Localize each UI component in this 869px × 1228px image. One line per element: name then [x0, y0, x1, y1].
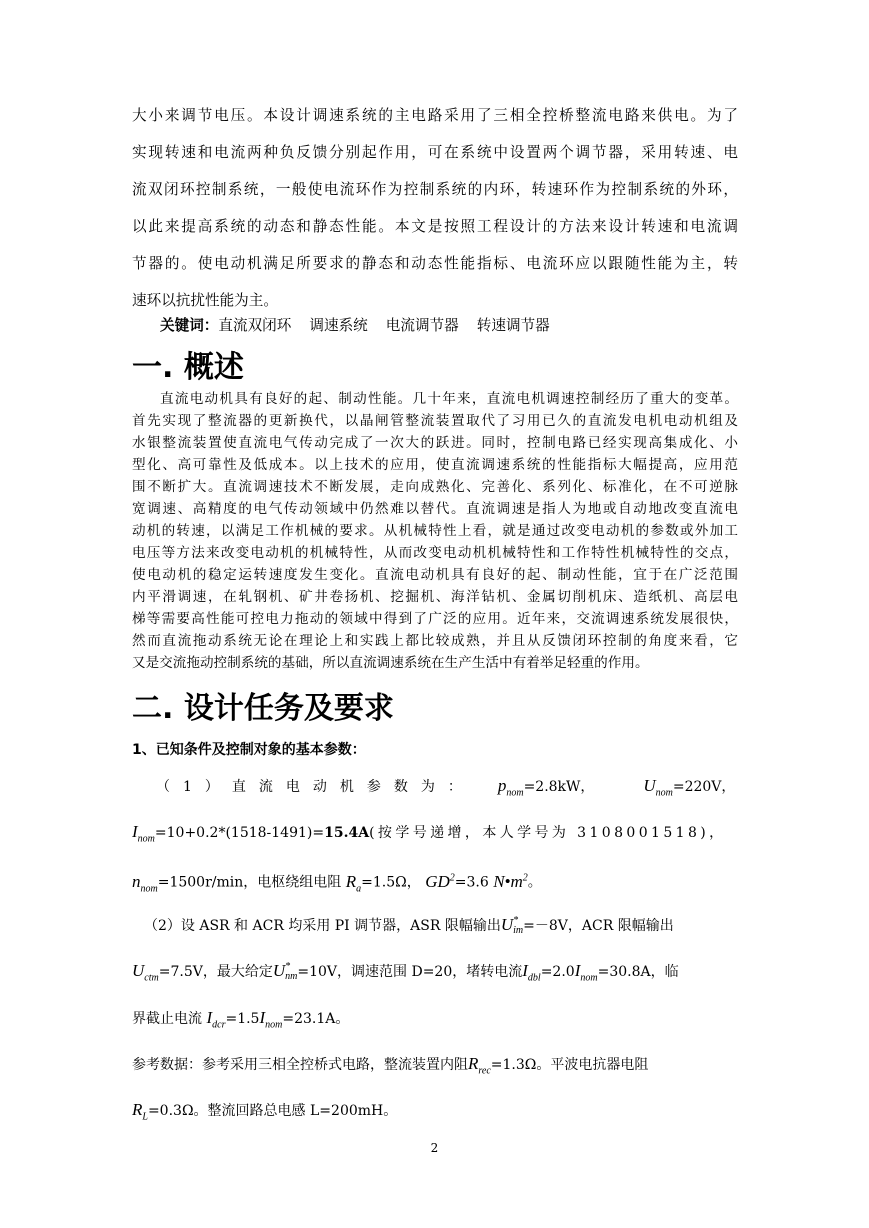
- overview-line: 然而直流拖动系统无论在理论上和实践上都比较成熟，并且从反馈闭环控制的角度来看，它: [132, 633, 738, 649]
- overview-line: 直流电动机具有良好的起、制动性能。几十年来，直流电机调速控制经历了重大的变革。: [160, 391, 738, 407]
- abstract-line: 实现转速和电流两种负反馈分别起作用，可在系统中设置两个调节器，采用转速、电: [132, 144, 738, 161]
- symbol-u-nom: $U_{nom}$: [643, 776, 673, 799]
- subheading-known-conditions: 1、已知条件及控制对象的基本参数：: [132, 742, 366, 758]
- keywords-line: [160, 314, 550, 335]
- unit-nm2: $N•m^2$: [493, 871, 528, 891]
- symbol-r-l: $R_L$: [132, 1100, 148, 1123]
- abstract-line: 大小来调节电压。本设计调速系统的主电路采用了三相全控桥整流电路来供电。为了: [132, 107, 738, 124]
- sentence-end: 。: [527, 874, 542, 891]
- overview-line: 宽调速、高精度的电气传动领域中仍然难以替代。直流调速是指人为地或自动地改变直流电: [132, 501, 738, 517]
- symbol-u-nm: U * nm: [272, 961, 298, 983]
- symbol-n-nom: $n_{nom}$: [132, 871, 158, 895]
- value-r-a: =1.5Ω，: [361, 874, 421, 891]
- overview-line: 水银整流装置使直流电气传动完成了一次大的跃进。同时，控制电路已经实现高集成化、小: [132, 435, 738, 451]
- abstract-line: 流双闭环控制系统，一般使电流环作为控制系统的内环，转速环作为控制系统的外环，: [132, 181, 738, 198]
- cutoff-current-text: 界截止电流: [132, 1011, 202, 1027]
- reference-line-1: [132, 1052, 738, 1076]
- symbol-i-dbl: $I_{dbl}$: [522, 961, 541, 984]
- cutoff-current-value: =23.1A。: [282, 1011, 350, 1027]
- overview-paragraph: [132, 388, 738, 674]
- symbol-i-nom-3: $I_{nom}$: [259, 1008, 283, 1031]
- symbol-i-dcr: $I_{dcr}$: [206, 1008, 226, 1031]
- value-u-nom: =220V，: [672, 779, 736, 795]
- keyword-term: 直流双闭环: [218, 317, 292, 334]
- student-id-note: (按学号递增，本人学号为 3108001518)，: [369, 825, 727, 841]
- reference-line-2: [132, 1098, 738, 1122]
- symbol-r-a: $R_a$: [345, 871, 362, 895]
- abstract-line: 以此来提高系统的动态和静态性能。本文是按照工程设计的方法来设计转速和电流调: [132, 218, 738, 235]
- param-line-5: [132, 959, 738, 983]
- param-line-2: [132, 820, 738, 844]
- keyword-term: 电流调节器: [385, 317, 459, 334]
- abstract-line: 节器的。使电动机满足所要求的静态和动态性能指标、电流环应以跟随性能为主，转: [132, 255, 738, 272]
- value-p-nom: =2.8kW，: [523, 779, 595, 795]
- symbol-i-nom-2: $I_{nom}$: [574, 961, 598, 984]
- reactor-resistance-value: =0.3Ω。整流回路总电感 L=200mH。: [147, 1103, 398, 1119]
- symbol-p-nom: $p_{nom}$: [497, 776, 524, 799]
- overview-line: 围不断扩大。直流调速技术不断发展，走向成熟化、完善化、系列化、标准化，在不可逆脉: [132, 479, 738, 495]
- section-heading-requirements: 二. 设计任务及要求: [132, 691, 394, 726]
- overview-line: 型化、高可靠性及低成本。以上技术的应用，使直流调速系统的性能指标大幅提高，应用范: [132, 457, 738, 473]
- overview-line: 又是交流拖动控制系统的基础，所以直流调速系统在生产生活中有着举足轻重的作用。: [132, 655, 649, 671]
- cutoff-factor: =1.5: [225, 1011, 260, 1027]
- overview-line: 电压等方法来改变电动机的机械特性，从而改变电动机机械特性和工作特性机械特性的交点，: [132, 545, 738, 561]
- abstract-line: 速环以抗扰性能为主。: [132, 292, 278, 309]
- param-line-6: [132, 1006, 738, 1030]
- max-given-text: =7.5V，最大给定: [158, 964, 273, 980]
- overview-line: 梯等需要高性能可控电力拖动的领域中得到了广泛的应用。近年来，交流调速系统发展很快，: [132, 611, 738, 627]
- symbol-gd2: $GD^2$: [425, 871, 455, 891]
- keyword-term: 转速调节器: [476, 317, 550, 334]
- symbol-i-nom: $I_{nom}$: [132, 822, 155, 845]
- value-gd2: =3.6: [454, 874, 489, 891]
- reference-text: 参考数据：参考采用三相全控桥式电路，整流装置内阻: [132, 1057, 468, 1073]
- abstract-paragraph: [132, 97, 738, 319]
- value-i-nom-result: 15.4A: [324, 825, 370, 841]
- section-heading-overview: 一. 概述: [132, 350, 244, 385]
- acr-limit-text: =－8V，ACR 限幅输出: [523, 918, 674, 934]
- asr-acr-text: （2）设 ASR 和 ACR 均采用 PI 调节器，ASR 限幅输出: [144, 918, 501, 934]
- param-line-1: [132, 774, 738, 798]
- value-i-nom-expr: =10+0.2*(1518-1491)=: [154, 825, 325, 841]
- stall-factor: =2.0: [540, 964, 575, 980]
- param-line-4: [132, 913, 738, 937]
- symbol-u-im: U * im: [500, 915, 524, 937]
- value-n-nom: =1500r/min，电枢绕组电阻: [157, 874, 342, 891]
- overview-line: 使电动机的稳定运转速度发生变化。直流电动机具有良好的起、制动性能，宜于在广泛范围: [132, 567, 738, 583]
- rectifier-resistance-value: =1.3Ω。平波电抗器电阻: [490, 1057, 649, 1073]
- symbol-r-rec: $R_{rec}$: [468, 1054, 491, 1077]
- stall-current-value: =30.8A，临: [597, 964, 679, 980]
- param-line-3: [132, 866, 738, 895]
- speed-range-text: =10V，调速范围 D=20，堵转电流: [297, 964, 523, 980]
- keywords-label: 关键词：: [160, 317, 219, 334]
- overview-line: 首先实现了整流器的更新换代，以晶闸管整流装置取代了习用已久的直流发电机电动机组及: [132, 413, 738, 429]
- overview-line: 动机的转速，以满足工作机械的要求。从机械特性上看，就是通过改变电动机的参数或外加工: [132, 523, 738, 539]
- param-prefix: （1）直流电动机参数为：: [156, 779, 475, 795]
- overview-line: 内平滑调速，在轧钢机、矿井卷扬机、挖掘机、海洋钻机、金属切削机床、造纸机、高层电: [132, 589, 738, 605]
- keyword-term: 调速系统: [309, 317, 368, 334]
- symbol-u-ctm: $U_{ctm}$: [132, 961, 159, 984]
- page-number: 2: [430, 1141, 439, 1155]
